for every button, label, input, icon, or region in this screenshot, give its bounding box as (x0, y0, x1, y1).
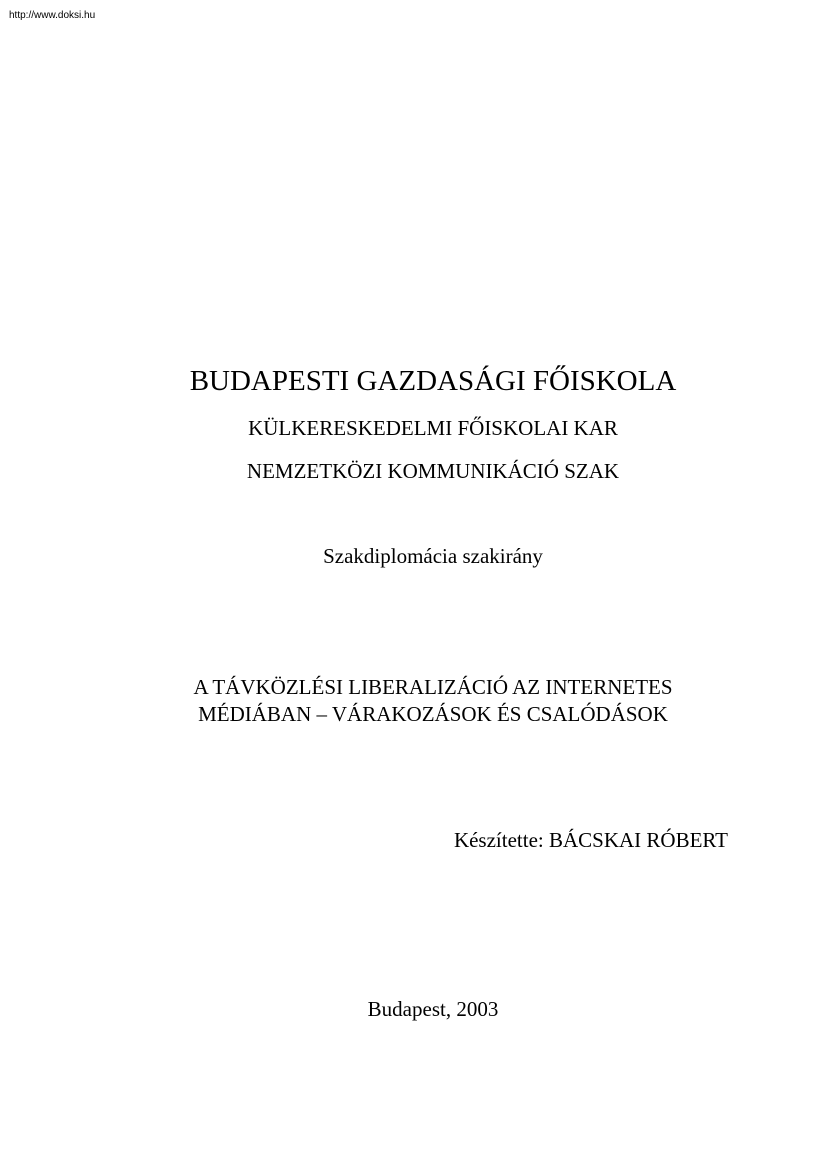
faculty-name: KÜLKERESKEDELMI FŐISKOLAI KAR (248, 416, 618, 440)
institution-name: BUDAPESTI GAZDASÁGI FŐISKOLA (189, 365, 677, 397)
major-name: NEMZETKÖZI KOMMUNIKÁCIÓ SZAK (246, 459, 620, 483)
place-date: Budapest, 2003 (367, 997, 499, 1021)
specialization: Szakdiplomácia szakirány (323, 544, 543, 568)
thesis-title-line: MÉDIÁBAN – VÁRAKOZÁSOK ÉS CSALÓDÁSOK (198, 702, 668, 726)
source-url[interactable]: http://www.doksi.hu (9, 10, 96, 21)
author: Készítette: BÁCSKAI RÓBERT (453, 828, 728, 852)
thesis-title (0, 674, 827, 728)
thesis-title-line: A TÁVKÖZLÉSI LIBERALIZÁCIÓ AZ INTERNETES (193, 675, 673, 699)
